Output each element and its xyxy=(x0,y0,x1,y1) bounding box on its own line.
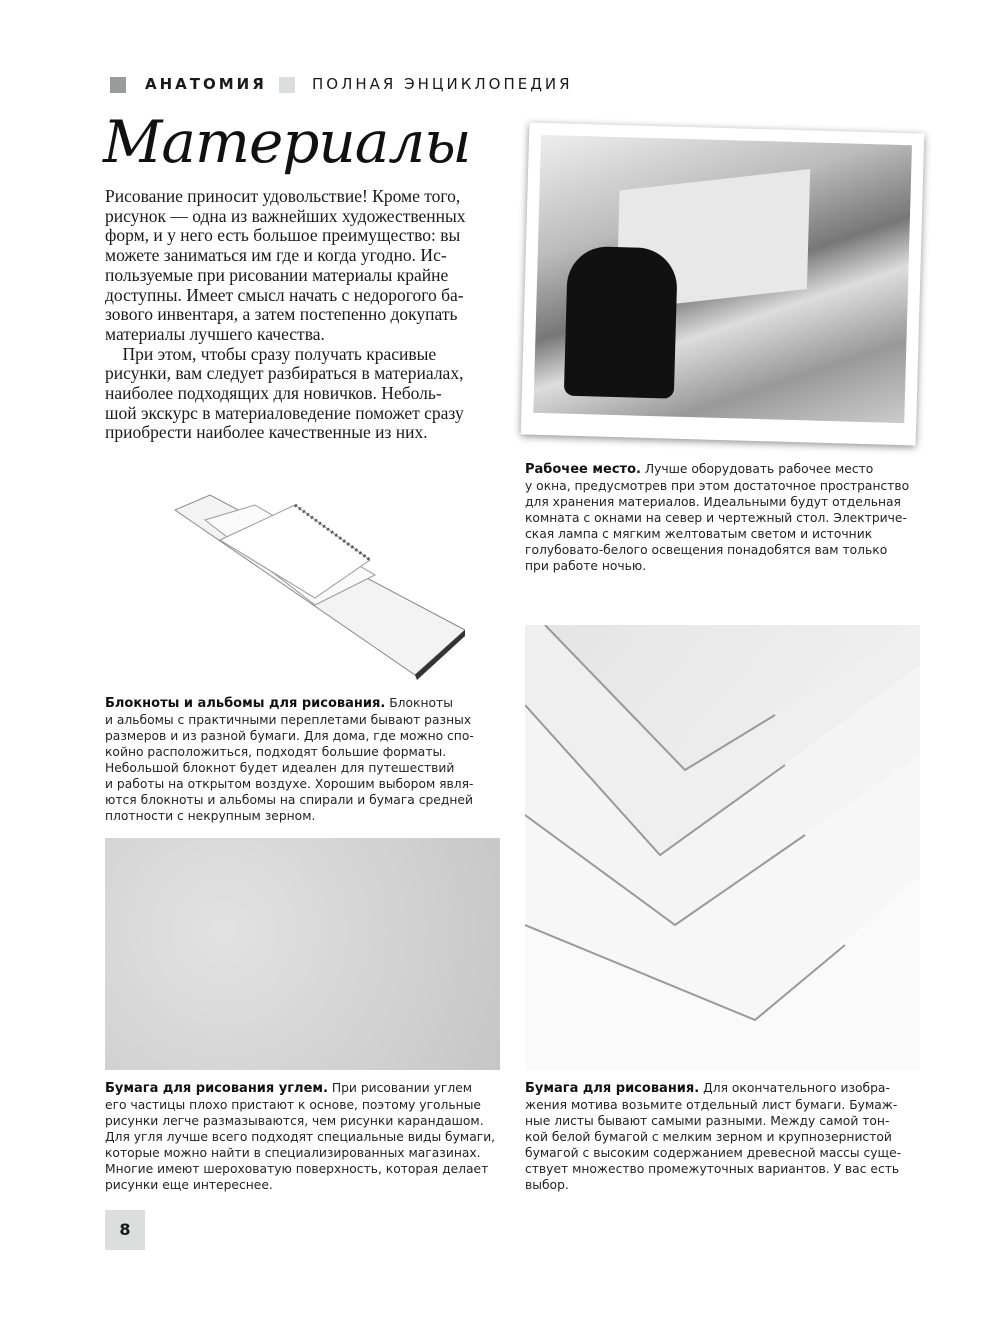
page-number: 8 xyxy=(105,1210,145,1250)
notebooks-caption xyxy=(105,695,505,824)
page-title: Материалы xyxy=(103,108,471,176)
workplace-caption xyxy=(525,461,935,574)
header-marker-dark xyxy=(110,77,126,93)
charcoal-paper-texture xyxy=(105,838,500,1070)
charcoal-caption xyxy=(105,1080,515,1193)
caption-text: Лучше оборудовать рабочее место у окна, предусмотрев при этом достаточное пространство для хранения материалов. Идеальными будут отдельная комната с окнами на север и чертежный стол. Электриче- ская лампа с мягким желтоватым светом и источник голубовато-белого освещения понадобятся вам только при работе ночью. xyxy=(525,462,910,573)
caption-title: Блокноты и альбомы для рисования. xyxy=(105,696,386,711)
caption-text: При рисовании углем его частицы плохо пристают к основе, поэтому угольные рисунки легче размазываются, чем рисунки карандашом. Для угля лучше всего подходят специальные виды бумаги, которые можно найти в специализированных магазинах. Многие имеют шероховатую поверхность, которая делает рисунки еще интереснее. xyxy=(105,1081,496,1192)
header-subtitle: ПОЛНАЯ ЭНЦИКЛОПЕДИЯ xyxy=(312,75,573,93)
paper-caption xyxy=(525,1080,935,1193)
notebooks-photo xyxy=(165,480,465,680)
header-section: АНАТОМИЯ xyxy=(145,75,267,93)
caption-title: Бумага для рисования углем. xyxy=(105,1081,328,1096)
workplace-photo xyxy=(521,123,925,446)
caption-text: Для окончательного изобра- жения мотива возьмите отдельный лист бумаги. Бумаж- ные листы бывают самыми разными. Между самой тон- кой белой бумагой с мелким зерном и крупнозернистой бумагой с высоким содержанием древесной массы суще- ствует множество промежуточных вариантов. У вас есть выбор. xyxy=(525,1081,902,1192)
intro-text: Рисование приносит удовольствие! Кроме того, рисунок — одна из важнейших художественных форм, и у него есть большое преимущество: вы можете заниматься им где и когда угодно. Ис- пользуемые при рисовании материалы крайне доступны. Имеет смысл начать с недорогого ба- зового инвентаря, а затем постепенно докупать материалы лучшего качества. При этом, чтобы сразу получать красивые рисунки, вам следует разбираться в материалах, наиболее подходящих для новичков. Неболь- шой экскурс в материаловедение поможет сразу приобрести наиболее качественные из них. xyxy=(105,186,466,443)
caption-text: Блокноты и альбомы с практичными переплетами бывают разных размеров и из разной бумаги. Для дома, где можно спо- койно расположиться, подходят большие форматы. Небольшой блокнот будет идеален для путешествий и работы на открытом воздухе. Хорошим выбором явля- ются блокноты и альбомы на спирали и бумага средней плотности с некрупным зерном. xyxy=(105,696,474,823)
caption-title: Бумага для рисования. xyxy=(525,1081,700,1096)
paper-sheets-photo xyxy=(525,625,920,1070)
caption-title: Рабочее место. xyxy=(525,462,641,477)
header-marker-light xyxy=(279,77,295,93)
